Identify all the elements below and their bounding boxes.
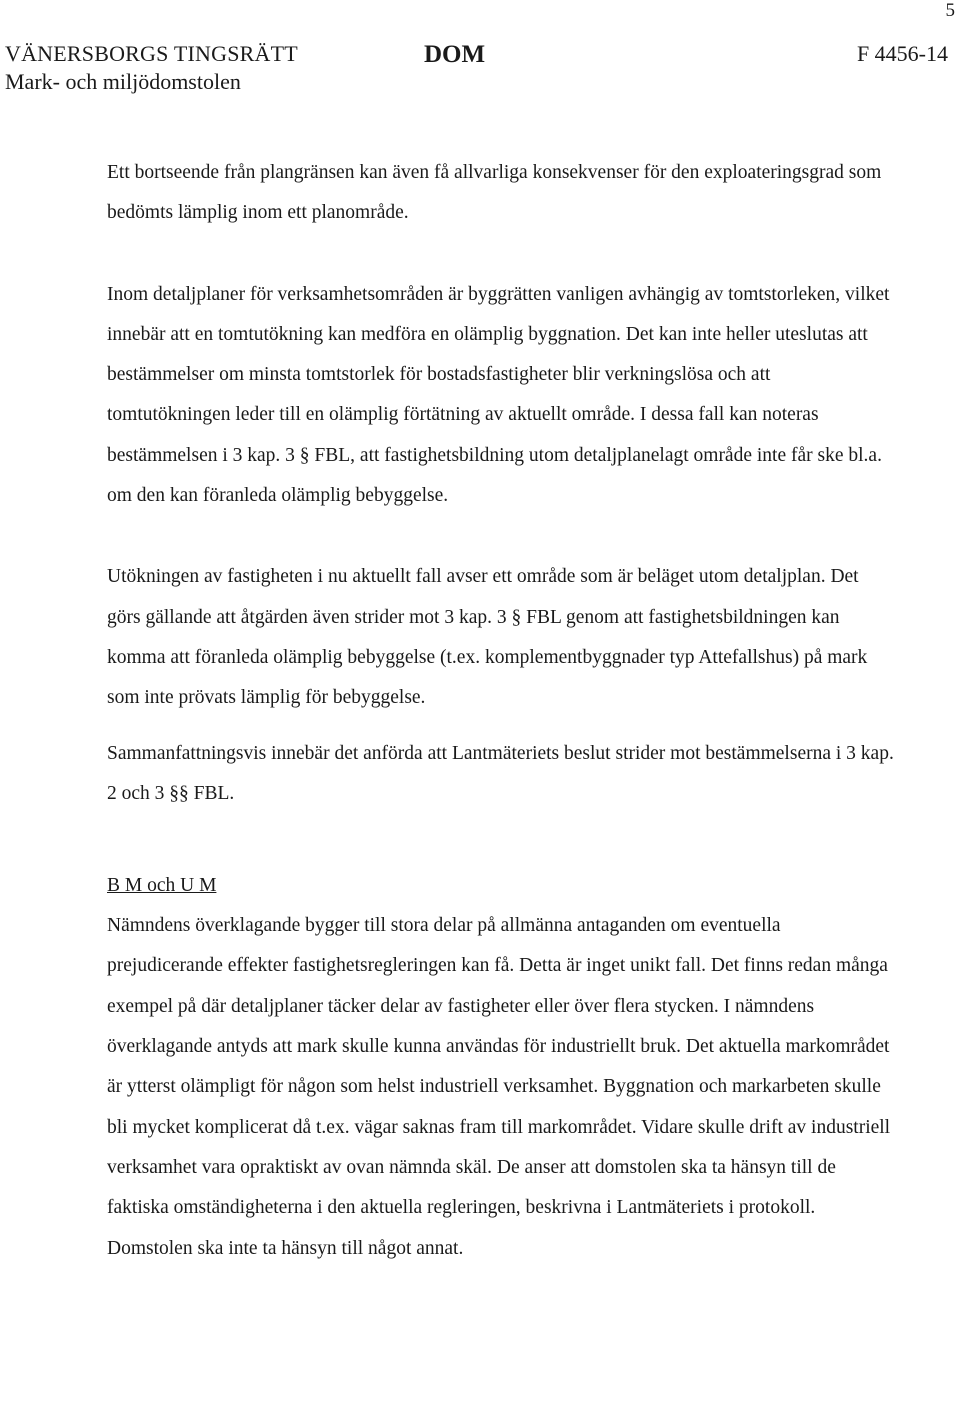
paragraph-plan-boundary: Ett bortseende från plangränsen kan även få allvarliga konsekvenser för den exploateringsgrad som bedömts lämplig inom ett planområde.	[107, 162, 882, 224]
court-division: Mark- och miljödomstolen	[5, 69, 241, 94]
section-heading: B M och U M	[107, 875, 217, 897]
paragraph-summary: Sammanfattningsvis innebär det anförda att Lantmäteriets beslut strider mot bestämmelserna i 3 kap. 2 och 3 §§ FBL.	[107, 742, 894, 804]
page-number: 5	[945, 0, 955, 21]
paragraph-section: Nämndens överklagande bygger till stora delar på allmänna antaganden om eventuella prejudicerande effekter fastighetsregleringen kan få. Detta är inget unikt fall. Det finns redan många exempel på där detaljplaner täcker delar av fastigheter eller över flera stycken. I nämndens överklagande antyds att mark skulle kunna användas för industriellt bruk. Det aktuella markområdet är ytterst olämpligt för någon som helst industriell verksamhet. Byggnation och markarbeten skulle bli mycket komplicerat då t.ex. vägar saknas fram till markområdet. Vidare skulle drift av industriell verksamhet vara opraktiskt av ovan nämnda skäl. De anser att domstolen ska ta hänsyn till de faktiska omständigheterna i den aktuella regleringen, beskrivna i Lantmäteriets i protokoll. Domstolen ska inte ta hänsyn till något annat.	[107, 915, 891, 1259]
case-number: F 4456-14	[856, 41, 948, 66]
court-name: VÄNERSBORGS TINGSRÄTT	[5, 41, 298, 66]
document-header	[5, 40, 948, 100]
paragraph-extension: Utökningen av fastigheten i nu aktuellt fall avser ett område som är beläget utom detaljplan. Det görs gällande att åtgärden även strider mot 3 kap. 3 § FBL genom att fastighetsbildningen kan komma att föranleda olämplig bebyggelse (t.ex. komplementbyggnader typ Attefallshus) på mark som inte prövats lämplig för bebyggelse.	[107, 566, 868, 709]
document-type: DOM	[424, 41, 486, 68]
document-body	[107, 153, 897, 1269]
paragraph-building-rights: Inom detaljplaner för verksamhetsområden är byggrätten vanligen avhängig av tomtstorleken, vilket innebär att en tomtutökning kan medföra en olämplig byggnation. Det kan inte heller uteslutas att bestämmelser om minsta tomtstorlek för bostadsfastigheter blir verkningslösa och att tomtutökningen leder till en olämplig förtätning av aktuellt område. I dessa fall kan noteras bestämmelsen i 3 kap. 3 § FBL, att fastighetsbildning utom detaljplanelagt område inte får ske bl.a. om den kan föranleda olämplig bebyggelse.	[107, 283, 890, 507]
